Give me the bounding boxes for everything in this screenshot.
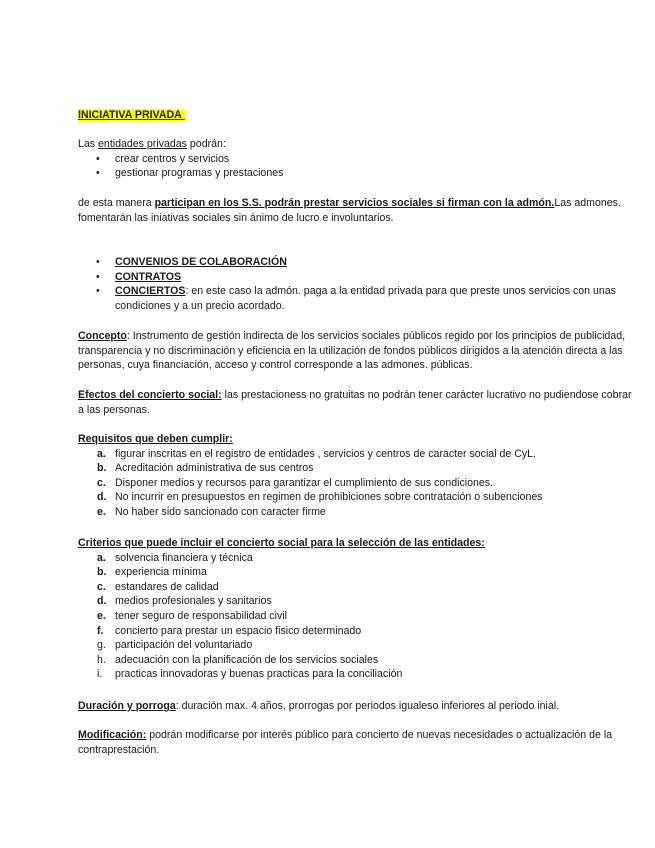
modificacion-paragraph [78, 728, 638, 757]
mechanism-label: CONCIERTOS [115, 285, 186, 298]
requisitos-list [78, 447, 638, 520]
list-item [78, 551, 638, 566]
list-item: • gestionar programas y prestaciones [78, 166, 638, 181]
list-item [78, 270, 638, 285]
criterios-section [78, 536, 638, 682]
list-item [78, 284, 638, 313]
list-marker: b. [97, 566, 107, 579]
list-item [78, 461, 638, 476]
list-item-text: adecuación con la planificación de los servicios sociales [115, 653, 379, 666]
list-marker: a. [97, 447, 106, 460]
mechanisms-section [78, 255, 638, 313]
list-item-text: participación del voluntariado [115, 639, 253, 652]
list-item-text: estandares de calidad [115, 580, 219, 593]
mechanism-label: CONTRATOS [115, 270, 182, 283]
list-item [78, 667, 638, 682]
criterios-list [78, 551, 638, 682]
list-item-text: No haber sido sancionado con caracter firme [115, 505, 326, 518]
intro-entidades: entidades privadas [98, 138, 187, 150]
list-marker: e. [97, 609, 106, 622]
list-item [78, 609, 638, 624]
list-marker: d. [97, 595, 107, 608]
list-item [78, 594, 638, 609]
list-item-text: No incurrir en presupuestos en regimen de prohibiciones sobre contratación o subenciones [115, 491, 543, 504]
list-item [78, 476, 638, 491]
requisitos-section [78, 432, 638, 520]
list-marker: b. [97, 462, 107, 475]
list-item-text: Acreditación administrativa de sus centros [115, 462, 314, 475]
list-marker: f. [97, 624, 104, 637]
duracion-label: Duración y porroga [78, 700, 176, 712]
mechanism-label: CONVENIOS DE COLABORACIÓN [115, 256, 287, 268]
list-item-text: tener seguro de responsabilidad civil [115, 609, 287, 622]
list-marker: e. [97, 505, 106, 518]
intro-prefix: Las [78, 138, 99, 150]
list-item [78, 255, 638, 270]
list-marker: a. [97, 551, 106, 564]
manera-paragraph [78, 196, 638, 225]
manera-bold: participan en los S.S. podrán prestar servicios sociales si firman con la admón. [154, 197, 555, 209]
list-item-text: medios profesionales y sanitarios [115, 595, 272, 608]
list-item-text: solvencia financiera y técnica [115, 551, 253, 564]
list-item: • crear centros y servicios [78, 152, 638, 167]
list-marker: h. [97, 653, 106, 666]
mechanisms-list [78, 255, 638, 313]
modificacion-label: Modificación: [78, 729, 147, 741]
criterios-heading: Criterios que puede incluir el concierto social para la selección de las entidades: [78, 537, 485, 549]
concepto-label: Concepto [78, 330, 127, 342]
duracion-text: : duración max. 4 años, prorrogas por periodos igualeso inferiores al periodo inial. [175, 700, 560, 712]
criterios-heading-line [78, 536, 638, 551]
requisitos-heading: Requisitos que deben cumplir: [78, 433, 233, 445]
manera-rest: Las admones. fomentarán las iniativas sociales sin ánimo de lucro e involuntarios. [78, 197, 621, 224]
list-item [78, 447, 638, 462]
doc-title: INICIATIVA PRIVADA [78, 109, 182, 121]
efectos-text: las prestacioness no gratuitas no podrán tener carácter lucrativo no pudiendose cobrar a las personas. [78, 389, 632, 416]
list-item-text: experiencia mínima [115, 566, 207, 579]
concepto-text: : Instrumento de gestión indirecta de los servicios sociales públicos regido por los principios de publicidad, transparencia y no discriminación y eficiencia en la utilización de fondos públicos dirigidos a la atención directa a las personas, cuya financiación, acceso y control corresponde a las admones. públicas. [78, 330, 626, 372]
list-item [78, 624, 638, 639]
doc-title-line [78, 108, 638, 123]
list-marker: i. [97, 668, 103, 681]
list-item-text: figurar inscritas en el registro de entidades , servicios y centros de caracter social de CyL. [115, 447, 536, 460]
mechanism-text: : en este caso la admón. paga a la entidad privada para que preste unos servicios con unas condiciones y a un precio acordado. [115, 285, 616, 312]
list-item [78, 490, 638, 505]
list-item [78, 580, 638, 595]
list-marker: c. [97, 580, 106, 593]
modificacion-text: podrán modificarse por interés público para concierto de nuevas necesidades o actualización de la contraprestación. [78, 729, 613, 756]
intro-list [78, 152, 638, 181]
list-item-text: concierto para prestar un espacio fisico determinado [115, 624, 362, 637]
list-marker: c. [97, 476, 106, 489]
list-item [78, 638, 638, 653]
intro-suffix: podrán: [186, 138, 226, 150]
list-item-text: Disponer medios y recursos para garantizar el cumplimiento de sus condiciones. [115, 476, 494, 489]
intro-line [78, 137, 638, 152]
list-item [78, 653, 638, 668]
duracion-paragraph [78, 699, 638, 714]
list-item [78, 505, 638, 520]
list-item-text: practicas innovadoras y buenas practicas para la conciliación [115, 668, 403, 681]
manera-prefix: de esta manera [78, 197, 155, 209]
requisitos-heading-line [78, 432, 638, 447]
efectos-label: Efectos del concierto social: [78, 389, 222, 401]
list-marker: g. [97, 639, 106, 652]
intro-section [78, 137, 638, 181]
concepto-paragraph [78, 329, 638, 373]
efectos-paragraph [78, 388, 638, 417]
list-marker: d. [97, 491, 107, 504]
list-item [78, 565, 638, 580]
